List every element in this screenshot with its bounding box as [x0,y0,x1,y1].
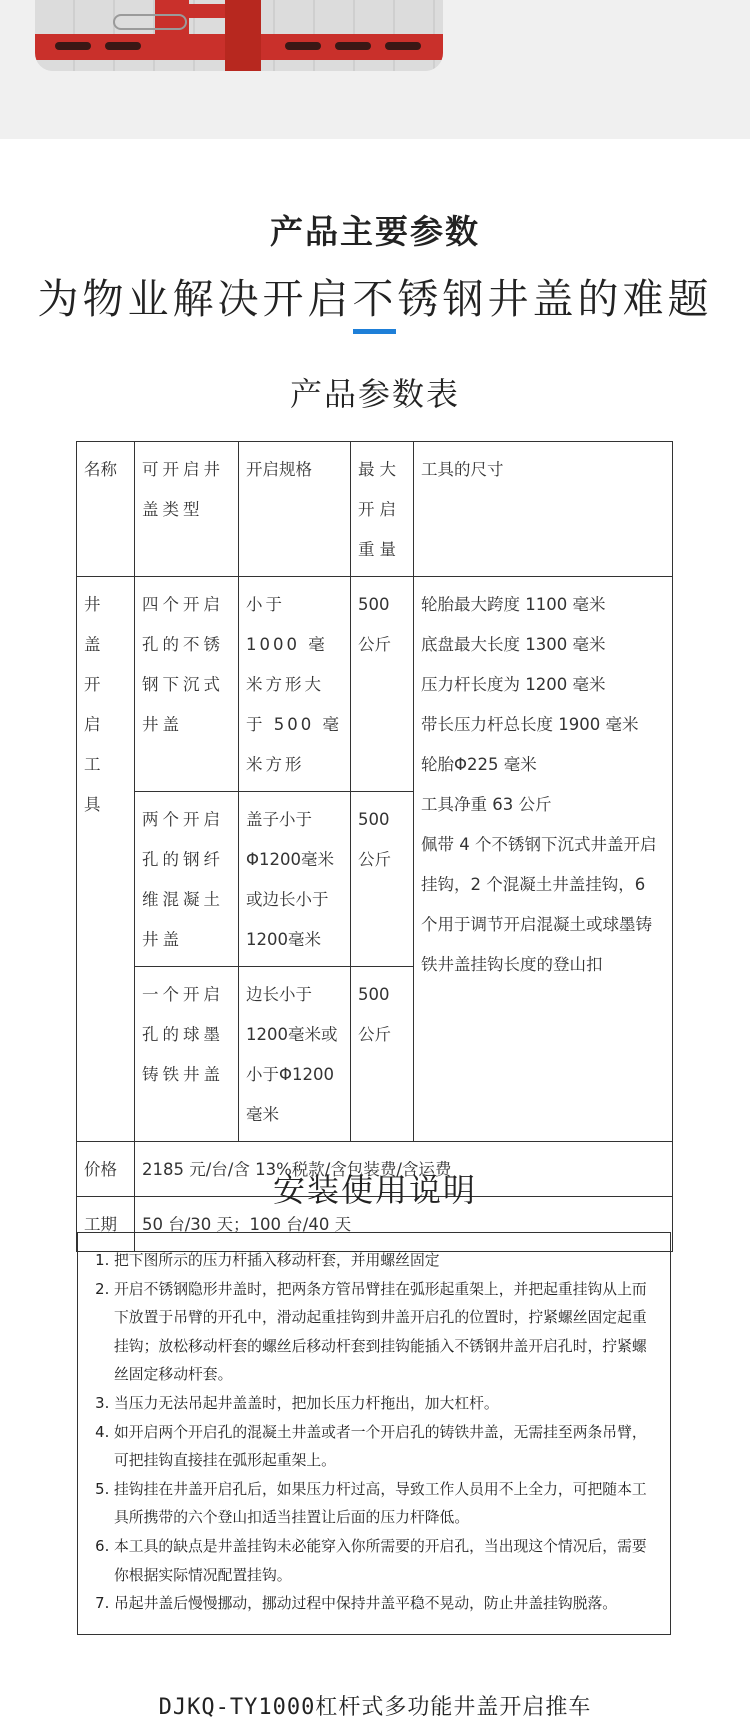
price-label: 价格 [77,1142,135,1197]
instruction-item: 1. 把下图所示的压力杆插入移动杆套，并用螺丝固定 [114,1247,654,1276]
dimension-line: 佩带 4 个不锈钢下沉式井盖开启挂钩，2 个混凝土井盖挂钩，6 个用于调节开启混凝土或球墨铸铁井盖挂钩长度的登山扣 [421,835,657,974]
dimension-line: 工具净重 63 公斤 [421,795,552,814]
weight-cell: 500 公斤 [351,577,414,792]
product-photo-section [0,0,750,139]
cover-type-cell: 四个开启孔的不锈钢下沉式井盖 [135,577,239,792]
header-spec: 开启规格 [239,442,351,577]
accent-divider [353,329,396,334]
frame-slot [335,42,371,50]
header-cover-type: 可开启井盖类型 [135,442,239,577]
spec-table [76,441,673,1252]
section-heading: 产品主要参数 [270,212,480,251]
instruction-item: 5. 挂钩挂在井盖开启孔后，如果压力杆过高，导致工作人员用不上全力，可把随本工具所携带的六个登山扣适当挂置让后面的压力杆降低。 [114,1476,654,1533]
price-value: 2185 元/台/含 13%税款/含包装费/含运费 [135,1142,673,1197]
spec-cell: 边长小于1200毫米或小于Φ1200毫米 [239,967,351,1142]
section-subheading: 为物业解决开启不锈钢井盖的难题 [37,275,713,323]
spec-table-title: 产品参数表 [289,375,460,413]
dimension-line: 带长压力杆总长度 1900 毫米 [421,715,639,734]
chain-hook-icon [113,14,187,30]
spec-cell: 小于 1000 毫米方形大于 500 毫米方形 [239,577,351,792]
product-photo [35,0,443,71]
dimension-line: 底盘最大长度 1300 毫米 [421,635,606,654]
frame-slot [55,42,91,50]
header-max-weight: 最大开启重量 [351,442,414,577]
instruction-item: 4. 如开启两个开启孔的混凝土井盖或者一个开启孔的铸铁井盖，无需挂至两条吊臂，可把挂钩直接挂在弧形起重架上。 [114,1419,654,1476]
weight-cell: 500 公斤 [351,967,414,1142]
dimension-line: 轮胎最大跨度 1100 毫米 [421,595,606,614]
frame-post-right [225,0,261,71]
header-name: 名称 [77,442,135,577]
tool-name-cell: 井盖开启工具 [77,577,135,1142]
cover-type-cell: 一个开启孔的球墨铸铁井盖 [135,967,239,1142]
instruction-item: 6. 本工具的缺点是井盖挂钩未必能穿入你所需要的开启孔，当出现这个情况后，需要你根据实际情况配置挂钩。 [114,1533,654,1590]
dimension-line: 轮胎Φ225 毫米 [421,755,537,774]
footer-model-name: DJKQ-TY1000杠杆式多功能井盖开启推车 [158,1695,592,1720]
instruction-item: 3. 当压力无法吊起井盖盖时，把加长压力杆拖出，加大杠杆。 [114,1390,654,1419]
table-header-row [77,442,673,577]
frame-slot [385,42,421,50]
header-tool-size: 工具的尺寸 [414,442,673,577]
instruction-item: 7. 吊起井盖后慢慢挪动，挪动过程中保持井盖平稳不晃动，防止井盖挂钩脱落。 [114,1590,654,1619]
instruction-item: 2. 开启不锈钢隐形井盖时，把两条方管吊臂挂在弧形起重架上，并把起重挂钩从上而下放置于吊臂的开孔中，滑动起重挂钩到井盖开启孔的位置时，拧紧螺丝固定起重挂钩；放松移动杆套的螺丝后移动杆套到挂钩能插入不锈钢井盖开启孔时，拧紧螺丝固定移动杆套。 [114,1276,654,1390]
instructions-box [77,1232,671,1635]
period-value: 50 台/30 天；100 台/40 天 [135,1197,673,1252]
period-label: 工期 [77,1197,135,1252]
table-row [77,577,673,792]
dimension-line: 压力杆长度为 1200 毫米 [421,675,606,694]
spec-cell: 盖子小于Φ1200毫米或边长小于1200毫米 [239,792,351,967]
frame-bracket [185,4,225,18]
instructions-list [98,1247,654,1619]
instructions-title: 安装使用说明 [272,1171,477,1209]
dimensions-cell [414,577,673,1142]
frame-slot [105,42,141,50]
weight-cell: 500 公斤 [351,792,414,967]
cover-type-cell: 两个开启孔的钢纤维混凝土井盖 [135,792,239,967]
frame-slot [285,42,321,50]
